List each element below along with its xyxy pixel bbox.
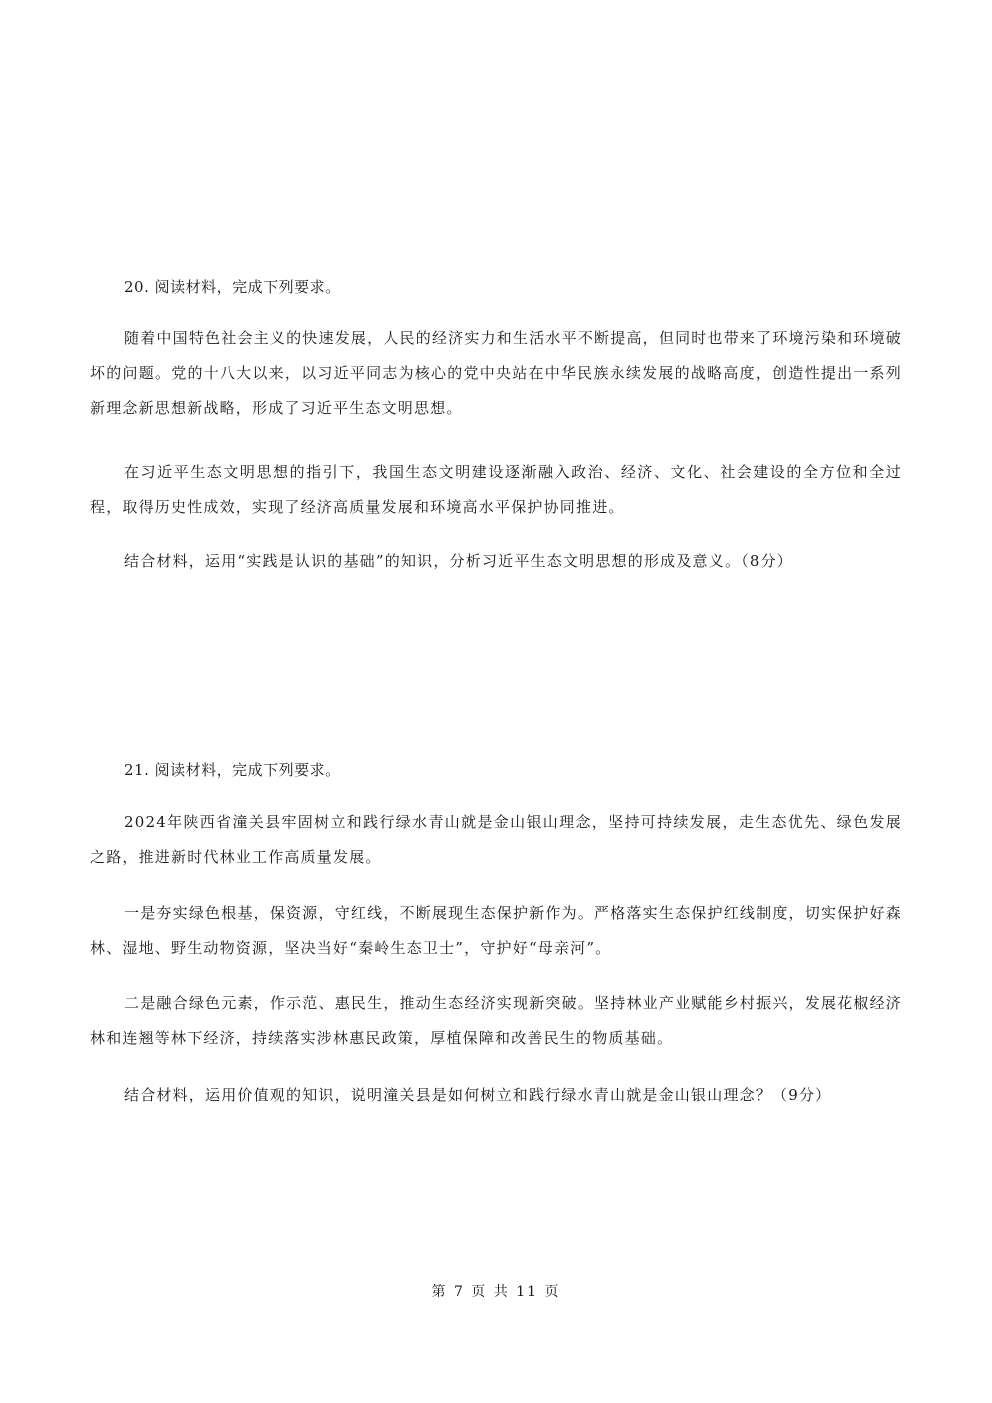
page-number-footer: 第 7 页 共 11 页 bbox=[431, 1284, 561, 1300]
question-20-title: 20. 阅读材料，完成下列要求。 bbox=[124, 278, 341, 296]
question-21-material-paragraph-2: 一是夯实绿色根基，保资源，守红线，不断展现生态保护新作为。严格落实生态保护红线制度，切实保护好森林、湿地、野生动物资源，坚决当好“秦岭生态卫士”，守护好“母亲河”。 bbox=[90, 904, 902, 957]
question-20-material-paragraph-1: 随着中国特色社会主义的快速发展，人民的经济实力和生活水平不断提高，但同时也带来了环境污染和环境破坏的问题。党的十八大以来，以习近平同志为核心的党中央站在中华民族永续发展的战略高度，创造性提出一系列新理念新思想新战略，形成了习近平生态文明思想。 bbox=[90, 329, 902, 417]
question-20-prompt: 结合材料，运用“实践是认识的基础”的知识，分析习近平生态文明思想的形成及意义。（8分） bbox=[124, 552, 793, 570]
question-20-material-paragraph-2: 在习近平生态文明思想的指引下，我国生态文明建设逐渐融入政治、经济、文化、社会建设的全方位和全过程，取得历史性成效，实现了经济高质量发展和环境高水平保护协同推进。 bbox=[90, 463, 902, 516]
question-21-prompt: 结合材料，运用价值观的知识，说明潼关县是如何树立和践行绿水青山就是金山银山理念？（9分） bbox=[124, 1086, 832, 1104]
question-21-material-paragraph-1: 2024年陕西省潼关县牢固树立和践行绿水青山就是金山银山理念，坚持可持续发展，走生态优先、绿色发展之路，推进新时代林业工作高质量发展。 bbox=[90, 813, 902, 866]
question-21-title: 21. 阅读材料，完成下列要求。 bbox=[124, 761, 341, 779]
question-21-material-paragraph-3: 二是融合绿色元素，作示范、惠民生，推动生态经济实现新突破。坚持林业产业赋能乡村振兴，发展花椒经济林和连翘等林下经济，持续落实涉林惠民政策，厚植保障和改善民生的物质基础。 bbox=[90, 994, 902, 1047]
